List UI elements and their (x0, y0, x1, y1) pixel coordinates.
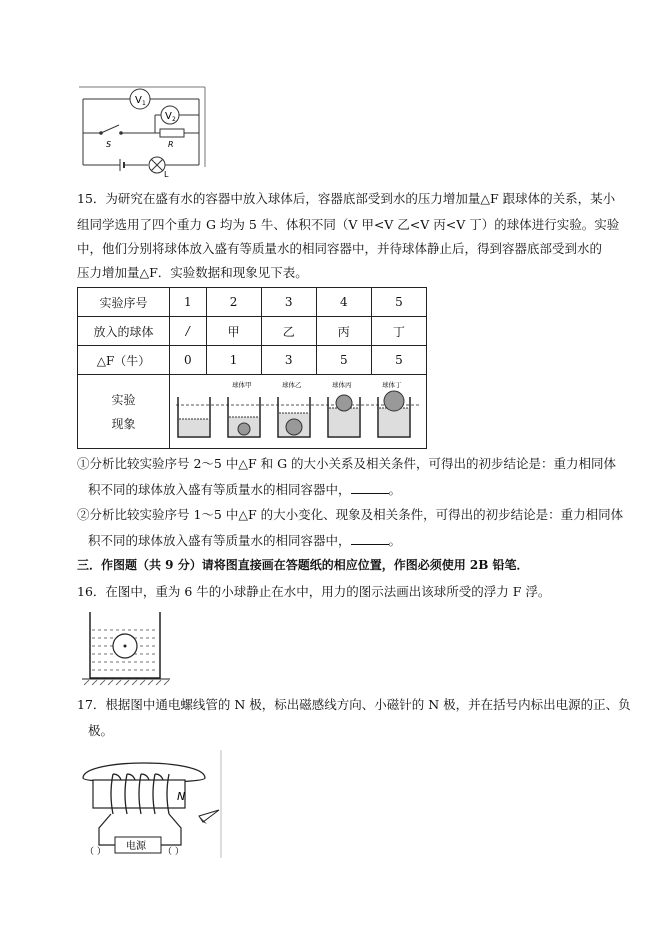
q16-container-figure (80, 608, 172, 690)
resistor-label: R (168, 140, 174, 149)
fig-label-jia: 球体甲 (232, 381, 252, 389)
q15-a1-text: 积不同的球体放入盛有等质量水的相同容器中， (88, 482, 351, 497)
row-header-phenomenon (78, 375, 170, 449)
seq-cell: 1 (170, 288, 207, 317)
seq-cell: 3 (261, 288, 316, 317)
circuit-figure (75, 85, 210, 177)
ball-yi-icon (286, 419, 302, 435)
v1-sub: 1 (142, 100, 146, 107)
experiment-table (77, 287, 427, 449)
phenomenon-figure-cell (170, 375, 427, 449)
phenomenon-label-2: 现象 (111, 416, 136, 431)
seq-cell: 5 (371, 288, 426, 317)
solenoid-figure (75, 750, 225, 858)
n-pole-label: N (177, 790, 186, 803)
q15-a2-line2 (88, 528, 401, 553)
q15-a1-line1: ①分析比较实验序号 2～5 中△F 和 G 的大小关系及相关条件，可得出的初步结论是：重力相同体 (77, 456, 617, 471)
fig-label-bing: 球体丙 (332, 381, 352, 389)
phenomenon-label-1: 实验 (111, 392, 136, 407)
bracket-right[interactable]: （ ） (163, 847, 184, 857)
lamp-label: L (164, 170, 169, 177)
seq-cell: 4 (316, 288, 371, 317)
container-1 (178, 397, 210, 437)
q15-a2-text: 积不同的球体放入盛有等质量水的相同容器中， (88, 533, 351, 548)
table-row (78, 375, 427, 449)
row-header-ball: 放入的球体 (78, 317, 170, 346)
ball-cell: 丙 (316, 317, 371, 346)
ball-bing-icon (336, 395, 352, 411)
bracket-left[interactable]: （ ） (85, 847, 106, 857)
containers-figure (170, 375, 426, 445)
row-header-seq: 实验序号 (78, 288, 170, 317)
q17-line1: 17．根据图中通电螺线管的 N 极，标出磁感线方向、小磁针的 N 极，并在括号内标出电源的正、负 (77, 697, 631, 712)
compass-needle-icon (199, 810, 219, 824)
v2-label: V (165, 111, 172, 122)
ball-cell: / (170, 317, 207, 346)
table-row (78, 317, 427, 346)
q15-a2-line1: ②分析比较实验序号 1～5 中△F 的大小变化、现象及相关条件，可得出的初步结论是：重力相同体 (77, 507, 624, 522)
power-label: 电源 (126, 841, 146, 852)
v2-sub: 2 (172, 116, 176, 123)
container-4 (328, 380, 360, 437)
ball-cell: 甲 (206, 317, 261, 346)
df-cell: 0 (170, 346, 207, 375)
answer-blank[interactable] (351, 532, 389, 545)
ball-jia-icon (238, 423, 250, 435)
q16-text: 16．在图中，重为 6 牛的小球静止在水中，用力的图示法画出该球所受的浮力 F 浮。 (77, 584, 551, 599)
q15-line2: 组同学选用了四个重力 G 均为 5 牛、体积不同（V 甲<V 乙<V 丙<V 丁）的球体进行实验。实验 (77, 217, 620, 232)
df-cell: 5 (371, 346, 426, 375)
ball-cell: 乙 (261, 317, 316, 346)
container-2 (228, 380, 260, 437)
fig-label-ding: 球体丁 (382, 381, 402, 389)
q15-line1: 15．为研究在盛有水的容器中放入球体后，容器底部受到水的压力增加量△F 跟球体的关系，某小 (77, 191, 616, 206)
table-row (78, 346, 427, 375)
q15-a2-end: 。 (388, 533, 402, 548)
q15-line3: 中，他们分别将球体放入盛有等质量水的相同容器中，并待球体静止后，得到容器底部受到水的 (77, 241, 603, 256)
container-3 (278, 380, 310, 437)
df-cell: 1 (206, 346, 261, 375)
switch-label: S (106, 140, 112, 149)
section-title: 三．作图题（共 9 分）请将图直接画在答题纸的相应位置，作图必须使用 2B 铅笔． (77, 558, 529, 572)
q15-line4: 压力增加量△F．实验数据和现象见下表。 (77, 265, 308, 280)
ball-cell: 丁 (371, 317, 426, 346)
df-cell: 3 (261, 346, 316, 375)
q17-line2: 极。 (88, 723, 114, 738)
table-row (78, 288, 427, 317)
row-header-df: △F（牛） (78, 346, 170, 375)
ball-ding-icon (384, 391, 404, 411)
v1-label: V (135, 95, 142, 106)
resistor-icon (160, 129, 184, 137)
q15-a1-line2 (88, 477, 401, 502)
q15-a1-end: 。 (388, 482, 402, 497)
answer-blank[interactable] (351, 481, 389, 494)
fig-label-yi: 球体乙 (282, 381, 302, 389)
container-5 (378, 380, 410, 437)
seq-cell: 2 (206, 288, 261, 317)
df-cell: 5 (316, 346, 371, 375)
